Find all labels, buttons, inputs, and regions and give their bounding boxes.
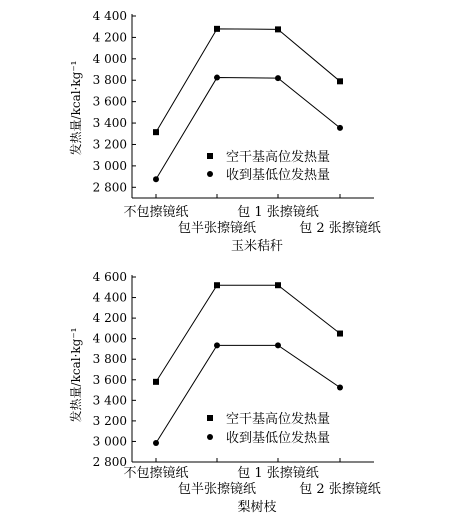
y-tick-label: 4 200 bbox=[92, 311, 127, 326]
y-tick-label: 4 000 bbox=[92, 331, 127, 346]
series-line-1 bbox=[156, 29, 340, 132]
y-tick-label: 4 400 bbox=[92, 9, 127, 23]
series-line-2 bbox=[156, 345, 340, 443]
legend-marker-circle bbox=[207, 434, 213, 440]
data-point-circle bbox=[214, 342, 220, 348]
y-tick-label: 3 200 bbox=[92, 137, 127, 152]
y-tick-label: 2 800 bbox=[92, 455, 127, 469]
y-axis-label: 发热量/kcal·kg⁻¹ bbox=[69, 60, 83, 156]
legend-marker-circle bbox=[207, 171, 213, 177]
y-tick-label: 4 600 bbox=[92, 270, 127, 284]
y-tick-label: 3 800 bbox=[92, 73, 127, 88]
data-point-square bbox=[214, 26, 220, 32]
legend-marker-square bbox=[207, 153, 213, 159]
y-tick-label: 3 400 bbox=[92, 116, 127, 131]
data-point-square bbox=[337, 78, 343, 84]
y-tick-label: 2 800 bbox=[92, 180, 127, 195]
chart-title: 玉米秸秆 bbox=[230, 239, 284, 254]
chart-panel-1 bbox=[68, 9, 381, 254]
data-point-circle bbox=[275, 342, 281, 348]
x-category-label: 包 2 张擦镜纸 bbox=[299, 482, 381, 497]
legend-marker-square bbox=[207, 415, 213, 421]
data-point-circle bbox=[214, 75, 220, 81]
x-category-label: 包 1 张擦镜纸 bbox=[237, 205, 319, 220]
series-line-1 bbox=[156, 285, 340, 382]
y-tick-label: 3 600 bbox=[92, 372, 127, 387]
y-tick-label: 4 400 bbox=[92, 290, 127, 305]
y-tick-label: 3 000 bbox=[92, 158, 127, 173]
data-point-circle bbox=[153, 440, 159, 446]
data-point-circle bbox=[337, 125, 343, 131]
legend-label: 空干基高位发热量 bbox=[226, 150, 331, 165]
x-category-label: 不包擦镜纸 bbox=[123, 466, 189, 481]
y-tick-label: 4 000 bbox=[92, 51, 127, 66]
data-point-square bbox=[275, 282, 281, 288]
y-tick-label: 3 000 bbox=[92, 434, 127, 449]
data-point-circle bbox=[275, 75, 281, 81]
legend-label: 空干基高位发热量 bbox=[226, 412, 331, 427]
data-point-square bbox=[153, 129, 159, 135]
y-tick-label: 3 600 bbox=[92, 94, 127, 109]
data-point-square bbox=[337, 331, 343, 337]
y-tick-label: 3 200 bbox=[92, 413, 127, 428]
x-category-label: 包半张擦镜纸 bbox=[177, 482, 257, 497]
x-category-label: 包 2 张擦镜纸 bbox=[299, 221, 381, 236]
legend-label: 收到基低位发热量 bbox=[226, 168, 331, 183]
data-point-circle bbox=[153, 176, 159, 182]
data-point-square bbox=[275, 26, 281, 32]
x-category-label: 不包擦镜纸 bbox=[123, 205, 189, 220]
y-tick-label: 4 200 bbox=[92, 30, 127, 45]
data-point-square bbox=[214, 282, 220, 288]
chart-panel-2 bbox=[68, 270, 381, 515]
data-point-circle bbox=[337, 384, 343, 390]
y-tick-label: 3 400 bbox=[92, 393, 127, 408]
y-axis-label: 发热量/kcal·kg⁻¹ bbox=[69, 327, 83, 423]
chart-title: 梨树枝 bbox=[237, 500, 277, 515]
data-point-square bbox=[153, 379, 159, 385]
y-tick-label: 3 800 bbox=[92, 352, 127, 367]
x-category-label: 包 1 张擦镜纸 bbox=[237, 466, 319, 481]
x-category-label: 包半张擦镜纸 bbox=[177, 221, 257, 236]
legend-label: 收到基低位发热量 bbox=[226, 431, 331, 446]
